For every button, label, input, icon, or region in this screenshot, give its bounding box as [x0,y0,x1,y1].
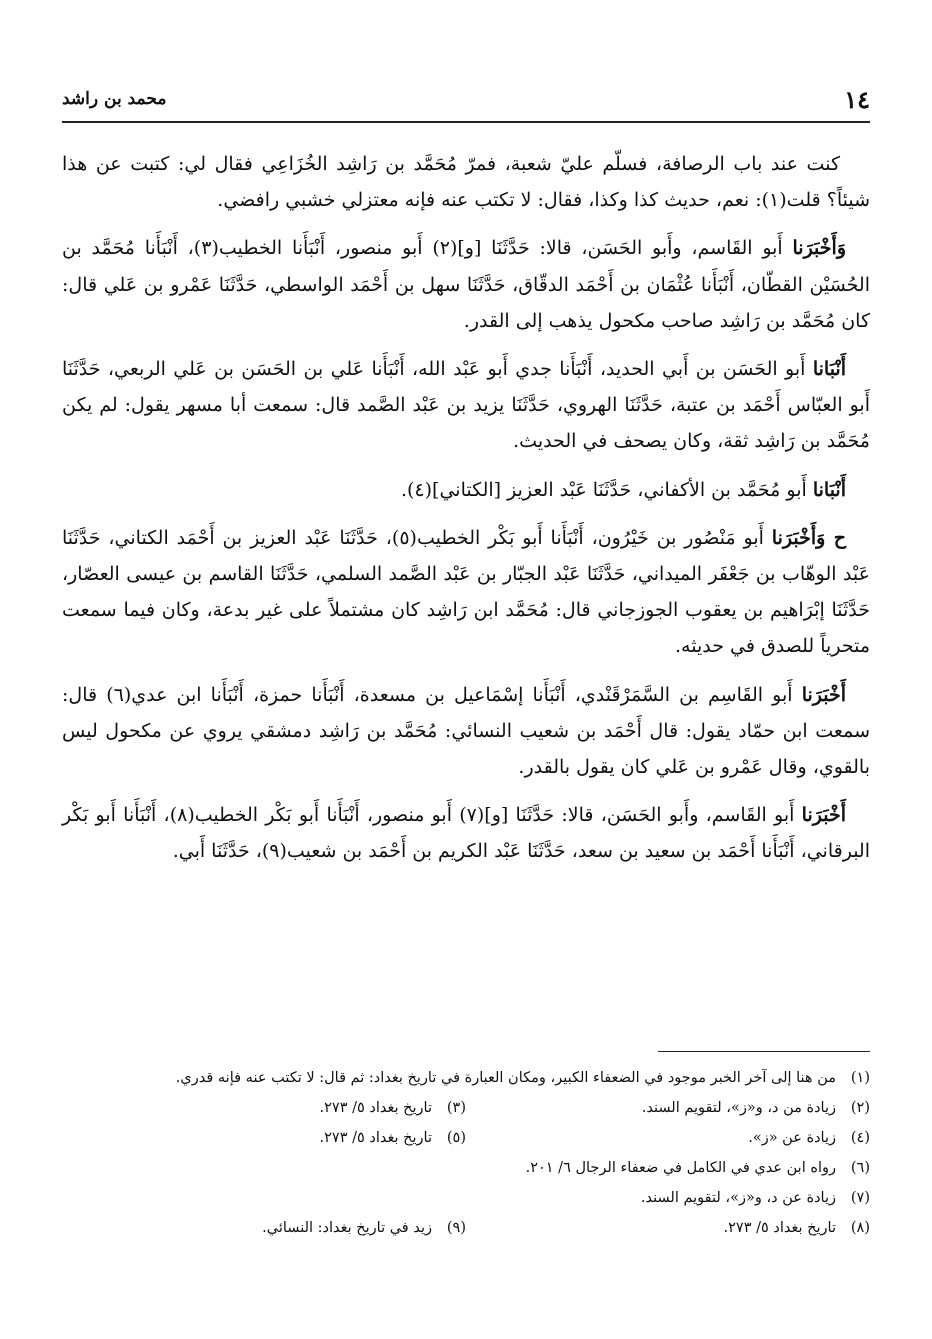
footnote-line [62,1153,870,1183]
paragraph: أَخْبَرَنا أَبو القَاسِم بن السَّمَرْقَنْدي، أَنْبَأَنا إسْمَاعيل بن مسعدة، أَنْبَأَنا حمزة، أَنْبَأَنا ابن عدي(٦) قال: سمعت ابن حمّاد يقول: قال أَحْمَد بن شعيب النسائي: مُحَمَّد بن رَاشِد دمشقي يروي عن مكحول ليس بالقوي، وقال عَمْرو بن عَلي كان يقول بالقدر. [62,683,870,779]
footnote [466,1213,870,1243]
footnote-text: زيادة من د، و«ز»، لتقويم السند. [641,1100,836,1116]
footnote-text: تاريخ بغداد ٥/ ٢٧٣. [319,1100,432,1116]
footnote-text: تاريخ بغداد ٥/ ٢٧٣. [319,1130,432,1146]
footnote-divider [658,1051,870,1052]
footnote-line [62,1063,870,1093]
footnote [62,1153,870,1183]
paragraph: وَأَخْبَرَنا أَبو القَاسم، وأَبو الحَسَن، قالا: حَدَّثَنَا [و](٢) أَبو منصور، أَنْبَأَنا الخطيب(٣)، أَنْبَأَنا مُحَمَّد بن الحُسَيْن القطّان، أَنْبَأَنا عُثْمَان بن أَحْمَد الدقّاق، حَدَّثَنَا سهل بن أَحْمَد الواسطي، حَدَّثَنَا عَمْرو بن عَلي قال: كان مُحَمَّد بن رَاشِد صاحب مكحول يذهب إلى القدر. [62,237,870,332]
paragraph: كنت عند باب الرصافة، فسلّم عليّ شعبة، فمرّ مُحَمَّد بن رَاشِد الخُزَاعِي فقال لي: كتبت عن هذا شيئاً؟ قلت(١): نعم، حديث كذا وكذا، فقال: لا تكتب عنه فإنه معتزلي خشبي رافضي. [62,153,870,212]
isnad-lead: أَخْبَرَنا [801,683,847,706]
paragraph: ح وَأَخْبَرَنا أَبو مَنْصُور بن خَيْرُون، أَنْبَأَنا أَبو بَكْر الخطيب(٥)، حَدَّثَنَا عَبْد العزيز بن أَحْمَد الكتاني، حَدَّثَنَا عَبْد الوهّاب بن جَعْفَر الميداني، حَدَّثَنَا عَبْد الجبّار بن عَبْد الصَّمد السلمي، حَدَّثَنَا القاسم بن عيسى العصّار، حَدَّثَنَا إبْرَاهيم بن يعقوب الجوزجاني قال: مُحَمَّد ابن رَاشِد كان مشتملاً على غير بدعة، وكان فيما سمعت متحرياً للصدق في حديثه. [62,526,870,658]
footnote-line [62,1123,870,1153]
footnote-number: (٤) [850,1130,870,1146]
isnad-lead: وَأَخْبَرَنا [792,237,846,260]
header-divider [62,121,870,123]
footnote-number: (٨) [850,1220,870,1236]
footnote-number: (٦) [850,1160,870,1176]
isnad-lead: أَنْبَانا [812,478,846,501]
paragraph: أَنْبَانا أَبو مُحَمَّد بن الأكفاني، حَدَّثَنَا عَبْد العزيز [الكتاني](٤). [400,478,846,501]
paragraph: أَنْبَانا أَبو الحَسَن بن أَبي الحديد، أَنْبَأَنا جدي أَبو عَبْد الله، أَنْبَأَنا عَلي بن الحَسَن بن عَلي الربعي، حَدَّثَنَا أَبو العبّاس أَحْمَد بن عتبة، حَدَّثَنَا الهروي، حَدَّثَنَا يزيد بن عَبْد الصَّمد قال: سمعت أبا مسهر يقول: لم يكن مُحَمَّد بن رَاشِد ثقة، وكان يصحف في الحديث. [62,358,870,453]
footnote [62,1063,870,1093]
footnote-line [62,1093,870,1123]
footnote-text: زيادة عن د، و«ز»، لتقويم السند. [640,1190,836,1206]
isnad-lead: أَخْبَرَنا [801,804,846,827]
paragraph: أَخْبَرَنا أَبو القَاسم، وأَبو الحَسَن، قالا: حَدَّثَنَا [و](٧) أَبو منصور، أَنْبَأَنا أَبو بَكْر الخطيب(٨)، أَنْبَأَنا أَبو بَكْر البرقاني، أَنْبَأَنا أَحْمَد بن سعيد بن سعد، حَدَّثَنَا عَبْد الكريم بن أَحْمَد بن شعيب(٩)، حَدَّثَنَا أَبي. [62,804,870,863]
footnote-line [62,1183,870,1213]
footnote [466,1093,870,1123]
footnote-text: رواه ابن عدي في الكامل في ضعفاء الرجال ٦/ ٢٠١. [525,1160,836,1176]
footnote-text: من هنا إلى آخر الخبر موجود في الضعفاء الكبير، ومكان العبارة في تاريخ بغداد: ثم قال: لا تكتب عنه فإنه قدري. [175,1070,836,1086]
footnote-number: (٥) [446,1130,466,1146]
page-header [62,84,870,114]
footnotes [62,1063,870,1243]
footnote-number: (٢) [850,1100,870,1116]
book-page [62,0,870,1339]
footnote-line [62,1213,870,1243]
running-title: محمد بن راشد [62,89,167,109]
isnad-lead: أَنْبَانا [812,358,846,381]
footnote-number: (٣) [446,1100,466,1116]
footnote-text: زيادة عن «ز». [748,1130,836,1146]
main-text [62,146,870,882]
footnote-number: (١) [850,1070,870,1086]
footnote-number: (٧) [850,1190,870,1206]
footnote [62,1123,466,1153]
isnad-lead: ح وَأَخْبَرَنا [771,526,847,549]
footnote [62,1183,870,1213]
page-number: ١٤ [844,84,870,114]
footnote [62,1213,466,1243]
footnote-number: (٩) [446,1220,466,1236]
footnote [62,1093,466,1123]
footnote [466,1123,870,1153]
footnote-text: تاريخ بغداد ٥/ ٢٧٣. [723,1220,836,1236]
footnote-text: زيد في تاريخ بغداد: النسائي. [262,1220,432,1236]
